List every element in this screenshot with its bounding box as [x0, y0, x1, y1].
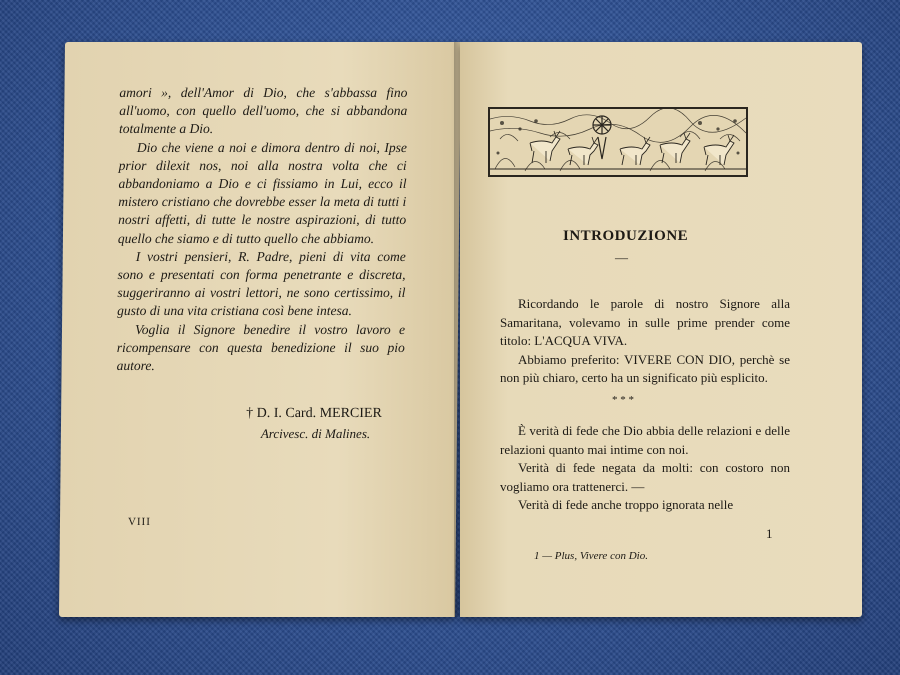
left-paragraph-2: Dio che viene a noi e dimora dentro di noi, Ipse prior dilexit nos, noi alla nostra volta che ci abbandoniamo a Dio e ci fissiamo in Lui, ecco il mistero cristiano che dovrebbe esser la meta di tutti i nostri affetti, di tutte le nostre aspirazioni, di tutto quello che siamo e di tutto quello che abbiamo. — [117, 139, 407, 246]
chapter-heading: INTRODUZIONE — [563, 228, 689, 244]
intro-paragraph-1: Ricordando le parole di nostro Signore alla Samaritana, volevamo in sulle prime prender come titolo: L'ACQUA VIVA. — [500, 296, 790, 348]
section-stars: * * * — [612, 394, 634, 406]
signature-role: Arcivesc. di Malines. — [260, 426, 371, 441]
deer-ornament-engraving — [488, 107, 748, 177]
right-page — [460, 42, 862, 617]
intro-paragraph-3: È verità di fede che Dio abbia delle relazioni e delle relazioni quanto mai intime con noi. — [500, 423, 790, 457]
heading-dash: — — [615, 250, 628, 265]
open-book — [62, 42, 862, 617]
left-page — [59, 42, 461, 617]
intro-text-1 — [500, 295, 790, 388]
left-paragraph-1: amori », dell'Amor di Dio, che s'abbassa fino all'uomo, con quello dell'uomo, che si abbandona totalmente a Dio. — [119, 85, 408, 137]
left-page-number: VIII — [127, 516, 151, 528]
right-page-number: 1 — [766, 526, 773, 541]
intro-paragraph-2: Abbiamo preferito: VIVERE CON DIO, perchè se non più chiaro, certo ha un significato più esplicito. — [500, 351, 790, 385]
left-paragraph-3: I vostri pensieri, R. Padre, pieni di vita come sono e presentati con forma penetrante e discreta, suggeriranno ai vostri lettori, ne sono certissimo, il gusto di una vita cristiana così bene intesa. — [117, 248, 406, 319]
page-footer: 1 — Plus, Vivere con Dio. — [534, 550, 648, 562]
left-paragraph-4: Voglia il Signore benedire il vostro lavoro e ricompensare con questa benedizione il suo pio autore. — [116, 321, 406, 374]
intro-paragraph-4: Verità di fede negata da molti: con costoro non vogliamo ora trattenerci. — — [500, 460, 790, 494]
intro-text-2 — [500, 422, 790, 515]
signature: † D. I. Card. MERCIER — [246, 406, 382, 421]
left-page-text — [117, 84, 408, 375]
intro-paragraph-5: Verità di fede anche troppo ignorata nelle — [518, 497, 734, 512]
